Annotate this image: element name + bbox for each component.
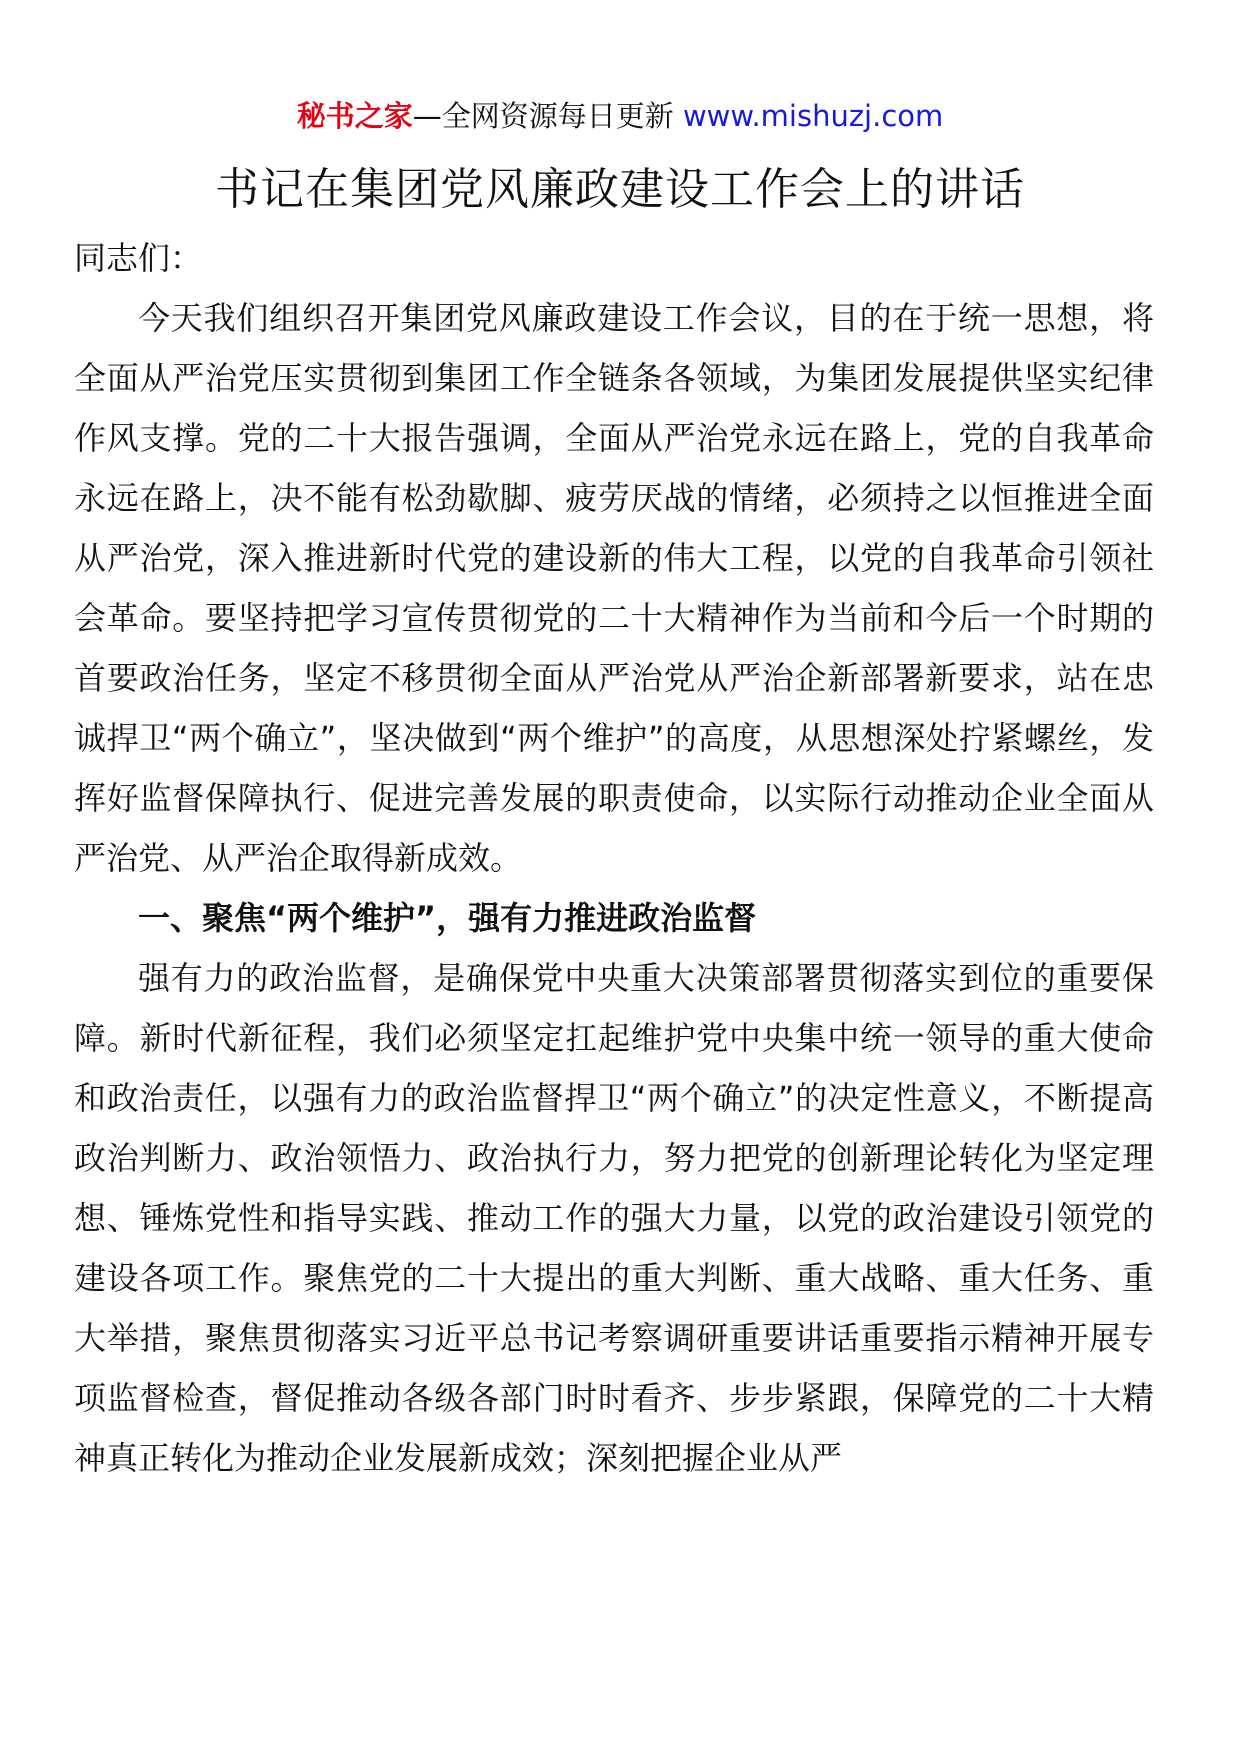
section-paragraph: 强有力的政治监督，是确保党中央重大决策部署贯彻落实到位的重要保障。新时代新征程，我们必须坚定扛起维护党中央集中统一领导的重大使命和政治责任，以强有力的政治监督捍卫“两个确立”的决定性意义，不断提高政治判断力、政治领悟力、政治执行力，努力把党的创新理论转化为坚定理想、锤炼党性和指导实践、推动工作的强大力量，以党的政治建设引领党的建设各项工作。聚焦党的二十大提出的重大判断、重大战略、重大任务、重大举措，聚焦贯彻落实习近平总书记考察调研重要讲话重要指示精神开展专项监督检查，督促推动各级各部门时时看齐、步步紧跟，保障党的二十大精神真正转化为推动企业发展新成效；深刻把握企业从严 xyxy=(74,959,1154,1477)
salutation: 同志们： xyxy=(74,239,203,277)
header-banner xyxy=(0,96,1240,136)
header-tagline: —全网资源每日更新 xyxy=(412,99,674,133)
intro-paragraph: 今天我们组织召开集团党风廉政建设工作会议，目的在于统一思想，将全面从严治党压实贯彻到集团工作全链条各领域，为集团发展提供坚实纪律作风支撑。党的二十大报告强调，全面从严治党永远在路上，党的自我革命永远在路上，决不能有松劲歇脚、疲劳厌战的情绪，必须持之以恒推进全面从严治党，深入推进新时代党的建设新的伟大工程，以党的自我革命引领社会革命。要坚持把学习宣传贯彻党的二十大精神作为当前和今后一个时期的首要政治任务，坚定不移贯彻全面从严治党从严治企新部署新要求，站在忠诚捍卫“两个确立”，坚决做到“两个维护”的高度，从思想深处拧紧螺丝，发挥好监督保障执行、促进完善发展的职责使命，以实际行动推动企业全面从严治党、从严治企取得新成效。 xyxy=(74,299,1154,877)
brand-name: 秘书之家 xyxy=(296,99,413,133)
website-link[interactable]: www.mishuzj.com xyxy=(682,99,944,133)
section-heading: 一、聚焦“两个维护”，强有力推进政治监督 xyxy=(138,899,757,937)
document-title: 书记在集团党风廉政建设工作会上的讲话 xyxy=(215,164,1025,215)
document-body xyxy=(74,228,1154,1488)
